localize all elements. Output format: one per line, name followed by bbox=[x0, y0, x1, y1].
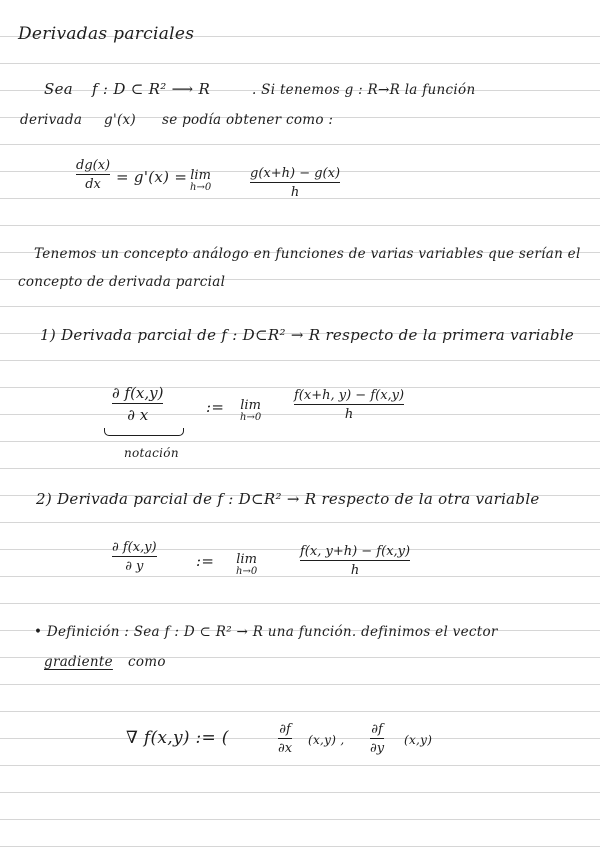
formula1-lhs-fraction bbox=[76, 158, 110, 192]
item2-assign: := bbox=[196, 552, 215, 570]
item1-lhs-fraction bbox=[112, 384, 163, 424]
intro-line1-rest: . Si tenemos g : R→R la función bbox=[252, 82, 476, 98]
paragraph2-line1: Tenemos un concepto análogo en funciones de varias variables que serían el bbox=[34, 246, 581, 262]
item2-lhs-fraction bbox=[112, 540, 157, 574]
intro-f-domain: f : D ⊂ R² ⟶ R bbox=[92, 80, 211, 98]
gradient-p1-bar bbox=[278, 738, 292, 739]
item2-heading: 2) Derivada parcial de f : D⊂R² → R respecto de la otra variable bbox=[36, 490, 540, 508]
formula1-limit bbox=[190, 168, 211, 193]
item1-rhs-bar bbox=[294, 404, 404, 405]
notation-brace bbox=[104, 428, 184, 436]
item1-limit bbox=[240, 398, 261, 423]
formula1-rhs-fraction bbox=[250, 166, 340, 200]
intro-sea: Sea bbox=[44, 80, 73, 98]
formula1-lim-sub: h→0 bbox=[190, 182, 212, 193]
item2-lim-word: lim bbox=[236, 552, 257, 567]
paragraph2-line2: concepto de derivada parcial bbox=[18, 274, 226, 290]
item2-lhs-num: ∂ f(x,y) bbox=[112, 540, 157, 555]
gradient-p1-num: ∂f bbox=[279, 722, 291, 737]
item2-rhs-den: h bbox=[350, 563, 360, 578]
definition-line1: • Definición : Sea f : D ⊂ R² → R una función. definimos el vector bbox=[34, 624, 498, 640]
item1-lhs-bar bbox=[112, 403, 163, 404]
gradient-p2-den: ∂y bbox=[370, 741, 385, 756]
item1-rhs-num: f(x+h, y) − f(x,y) bbox=[294, 388, 405, 403]
gradient-p2-bar bbox=[370, 738, 384, 739]
item2-limit bbox=[236, 552, 257, 577]
item2-lhs-den: ∂ y bbox=[125, 559, 144, 574]
definition-como: como bbox=[128, 654, 166, 670]
gradient-p1-den: ∂x bbox=[278, 741, 293, 756]
item1-rhs-fraction bbox=[294, 388, 404, 422]
formula1-lhs-num: dg(x) bbox=[76, 158, 111, 173]
page-title: Derivadas parciales bbox=[18, 24, 195, 44]
item2-lhs-bar bbox=[112, 556, 157, 557]
item2-lim-sub: h→0 bbox=[236, 566, 258, 577]
formula1-eq-gprime: = g'(x) = bbox=[116, 168, 188, 186]
item2-rhs-fraction bbox=[300, 544, 410, 578]
item1-lhs-num: ∂ f(x,y) bbox=[112, 384, 164, 402]
formula1-lhs-bar bbox=[76, 174, 110, 175]
gradient-partial-x-fraction bbox=[278, 722, 292, 756]
gradient-p2-num: ∂f bbox=[371, 722, 383, 737]
item2-rhs-bar bbox=[300, 560, 410, 561]
item1-lhs-den: ∂ x bbox=[127, 406, 149, 424]
formula1-rhs-num: g(x+h) − g(x) bbox=[250, 166, 341, 181]
intro-line2-rest: se podía obtener como : bbox=[162, 112, 334, 128]
gradient-p1-arg: (x,y) , bbox=[308, 733, 345, 747]
item1-heading: 1) Derivada parcial de f : D⊂R² → R respecto de la primera variable bbox=[40, 326, 575, 344]
item1-rhs-den: h bbox=[344, 407, 354, 422]
item1-lim-sub: h→0 bbox=[240, 412, 262, 423]
gradient-partial-y-fraction bbox=[370, 722, 384, 756]
gradient-p2-arg: (x,y) bbox=[404, 733, 433, 747]
item1-assign: := bbox=[206, 398, 225, 416]
formula1-rhs-bar bbox=[250, 182, 340, 183]
item2-rhs-num: f(x, y+h) − f(x,y) bbox=[300, 544, 411, 559]
formula1-lhs-den: dx bbox=[85, 177, 101, 192]
formula1-rhs-den: h bbox=[290, 185, 300, 200]
item1-lim-word: lim bbox=[240, 398, 261, 413]
gradient-nabla-f: ∇ f(x,y) := ( bbox=[126, 728, 229, 748]
formula1-lim-word: lim bbox=[190, 168, 211, 183]
notation-label: notación bbox=[124, 446, 179, 460]
definition-gradiente: gradiente bbox=[44, 654, 113, 670]
intro-gprime: g'(x) bbox=[104, 112, 137, 128]
intro-derivada: derivada bbox=[20, 112, 83, 128]
